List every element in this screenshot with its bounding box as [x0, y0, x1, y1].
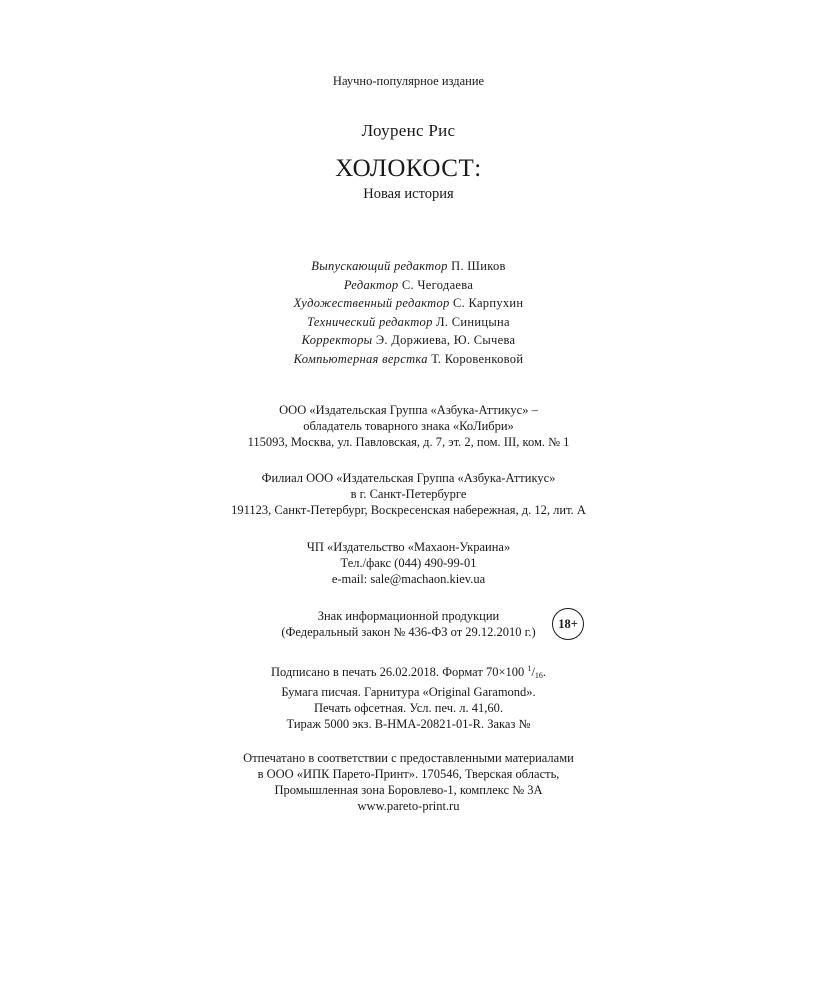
- credit-role: Редактор: [343, 277, 399, 292]
- credit-name: С. Карпухин: [452, 296, 524, 310]
- publisher-ukraine-block: [0, 539, 817, 587]
- print-signed-line: [0, 661, 817, 684]
- branch-address: 191123, Санкт-Петербург, Воскресенская набережная, д. 12, лит. А: [231, 503, 586, 517]
- credit-line: [0, 257, 817, 276]
- genre-label: Научно-популярное издание: [332, 74, 485, 88]
- credit-name: П. Шиков: [451, 259, 506, 273]
- credit-role: Технический редактор: [307, 314, 433, 329]
- publisher-line: обладатель товарного знака «КоЛибри»: [303, 419, 514, 433]
- book-title: ХОЛОКОСТ:: [335, 155, 482, 182]
- credit-role: Выпускающий редактор: [311, 259, 448, 273]
- credit-role: Компьютерная верстка: [293, 351, 428, 366]
- ukraine-email: e-mail: sale@machaon.kiev.ua: [331, 572, 486, 586]
- format-numerator: 1: [527, 664, 532, 673]
- printer-block: [0, 750, 817, 814]
- print-signed-text: Подписано в печать 26.02.2018. Формат 70×100: [270, 665, 525, 679]
- paper-font-line: Бумага писчая. Гарнитура «Original Garamond».: [281, 685, 536, 699]
- branch-line: в г. Санкт-Петербурге: [350, 487, 467, 501]
- branch-line: Филиал ООО «Издательская Группа «Азбука-Аттикус»: [261, 471, 556, 485]
- printer-website: www.pareto-print.ru: [357, 799, 460, 813]
- credit-line: [0, 313, 817, 332]
- print-info-block: [0, 661, 817, 732]
- printer-line: Промышленная зона Боровлево-1, комплекс № 3А: [274, 783, 543, 797]
- info-sign-line: Знак информационной продукции: [317, 609, 500, 623]
- publisher-main-block: [0, 402, 817, 450]
- ukraine-phone: Тел./факс (044) 490-99-01: [340, 556, 477, 570]
- credit-line: [0, 350, 817, 369]
- publisher-branch-block: [0, 470, 817, 518]
- credit-line: [0, 331, 817, 350]
- credit-role: Художественный редактор: [293, 296, 450, 310]
- book-subtitle: Новая история: [363, 186, 454, 202]
- credit-name: Л. Синицына: [436, 314, 510, 329]
- format-separator: /: [531, 665, 535, 679]
- author-name: Лоуренс Рис: [361, 121, 456, 140]
- info-sign-law: (Федеральный закон № 436-ФЗ от 29.12.2010 г.): [281, 625, 536, 639]
- print-run-line: Тираж 5000 экз. В-НМА-20821-01-R. Заказ №: [286, 717, 531, 731]
- credit-line: [0, 294, 817, 313]
- printer-line: в ООО «ИПК Парето-Принт». 170546, Тверская область,: [257, 767, 560, 781]
- publisher-address: 115093, Москва, ул. Павловская, д. 7, эт. 2, пом. III, ком. № 1: [247, 435, 570, 449]
- age-rating-badge: 18+: [552, 608, 584, 640]
- print-type-line: Печать офсетная. Усл. печ. л. 41,60.: [314, 701, 503, 715]
- info-sign-block: [0, 608, 817, 642]
- credit-line: [0, 276, 817, 295]
- credits-block: [0, 257, 817, 368]
- credit-role: Корректоры: [301, 333, 373, 347]
- publisher-line: ООО «Издательская Группа «Азбука-Аттикус» –: [279, 403, 538, 417]
- printer-line: Отпечатано в соответствии с предоставленными материалами: [243, 751, 574, 765]
- credit-name: Э. Доржиева, Ю. Сычева: [375, 333, 516, 347]
- format-end: .: [542, 665, 547, 679]
- credit-name: Т. Коровенковой: [431, 351, 524, 366]
- ukraine-publisher-name: ЧП «Издательство «Махаон-Украина»: [306, 540, 511, 554]
- info-sign-text: [0, 608, 817, 640]
- credit-name: С. Чегодаева: [401, 277, 474, 292]
- format-denominator: 16: [534, 671, 543, 680]
